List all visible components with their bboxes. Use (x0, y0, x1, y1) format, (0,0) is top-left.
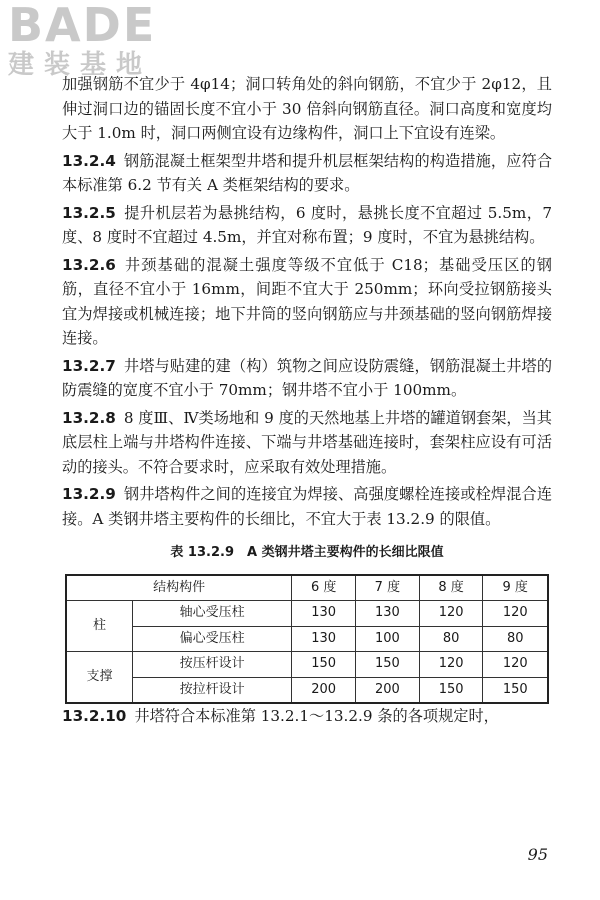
cell: 130 (292, 601, 356, 627)
paragraph: 13.2.10 井塔符合本标准第 13.2.1～13.2.9 条的各项规定时， (62, 707, 499, 725)
cell: 120 (483, 601, 548, 627)
cell: 80 (483, 626, 548, 652)
slenderness-table (65, 574, 549, 705)
paragraph: 13.2.4 钢筋混凝土框架型井塔和提升机层框架结构的构造措施，应符合本标准第 6.2 节有关 A 类框架结构的要求。 (62, 151, 552, 194)
cell: 120 (419, 652, 483, 678)
paragraph: 13.2.5 提升机层若为悬挑结构，6 度时，悬挑长度不宜超过 5.5m，7 度、8 度时不宜超过 4.5m，并宜对称布置；9 度时，不宜为悬挑结构。 (62, 203, 552, 246)
page-content (62, 72, 552, 732)
section-number: 13.2.9 (62, 485, 116, 503)
paragraph: 13.2.9 钢井塔构件之间的连接宜为焊接、高强度螺栓连接或栓焊混合连接。A 类钢井塔主要构件的长细比，不宜大于表 13.2.9 的限值。 (62, 485, 552, 528)
section-number: 13.2.4 (62, 151, 116, 170)
page-number: 95 (527, 845, 548, 864)
paragraph: 13.2.6 井颈基础的混凝土强度等级不宜低于 C18；基础受压区的钢筋，直径不宜小于 16mm，间距不宜大于 250mm；环向受拉钢筋接头宜为焊接或机械连接；地下井筒的竖向钢筋应与井颈基础的竖向钢筋焊接连接。 (62, 255, 552, 347)
table-header-row (66, 575, 548, 601)
table-row (66, 677, 548, 703)
row-label: 偏心受压柱 (132, 626, 291, 652)
cell: 150 (419, 677, 483, 703)
cell: 130 (356, 601, 420, 627)
watermark-logo (8, 2, 156, 78)
logo-brand: BADE (8, 0, 157, 52)
table-row (66, 652, 548, 678)
paragraph: 13.2.8 8 度Ⅲ、Ⅳ类场地和 9 度的天然地基上井塔的罐道钢套架，当其底层柱上端与井塔构件连接、下端与井塔基础连接时，套架柱应设有可活动的接头。不符合要求时，应采取有效处理措施。 (62, 408, 552, 476)
section-number: 13.2.7 (62, 356, 116, 375)
table-caption: 表 13.2.9 A 类钢井塔主要构件的长细比限值 (170, 545, 444, 560)
header-col: 9 度 (483, 575, 548, 601)
cell: 120 (419, 601, 483, 627)
cell: 150 (483, 677, 548, 703)
row-label: 按拉杆设计 (132, 677, 291, 703)
cell: 80 (419, 626, 483, 652)
section-number: 13.2.10 (62, 707, 127, 725)
group-name: 支撑 (66, 652, 132, 704)
section-number: 13.2.8 (62, 408, 116, 427)
cell: 200 (356, 677, 420, 703)
paragraph: 加强钢筋不宜少于 4φ14；洞口转角处的斜向钢筋，不宜少于 2φ12，且伸过洞口边的锚固长度不宜小于 30 倍斜向钢筋直径。洞口高度和宽度均大于 1.0m 时，洞口两侧宜设有边缘构件，洞口上下宜设有连梁。 (62, 75, 552, 142)
cell: 120 (483, 652, 548, 678)
header-col: 8 度 (419, 575, 483, 601)
cell: 150 (356, 652, 420, 678)
group-name: 柱 (66, 601, 132, 652)
section-number: 13.2.5 (62, 203, 116, 222)
table-row (66, 601, 548, 627)
cell: 100 (356, 626, 420, 652)
row-label: 按压杆设计 (132, 652, 291, 678)
header-col: 6 度 (292, 575, 356, 601)
section-number: 13.2.6 (62, 255, 116, 274)
cell: 200 (292, 677, 356, 703)
cell: 130 (292, 626, 356, 652)
row-label: 轴心受压柱 (132, 601, 291, 627)
header-col: 7 度 (356, 575, 420, 601)
logo-subtitle: 建装基地 (8, 50, 153, 80)
header-component: 结构构件 (66, 575, 292, 601)
table-row (66, 626, 548, 652)
cell: 150 (292, 652, 356, 678)
paragraph: 13.2.7 井塔与贴建的建（构）筑物之间应设防震缝，钢筋混凝土井塔的防震缝的宽度不宜小于 70mm；钢井塔不宜小于 100mm。 (62, 356, 552, 399)
